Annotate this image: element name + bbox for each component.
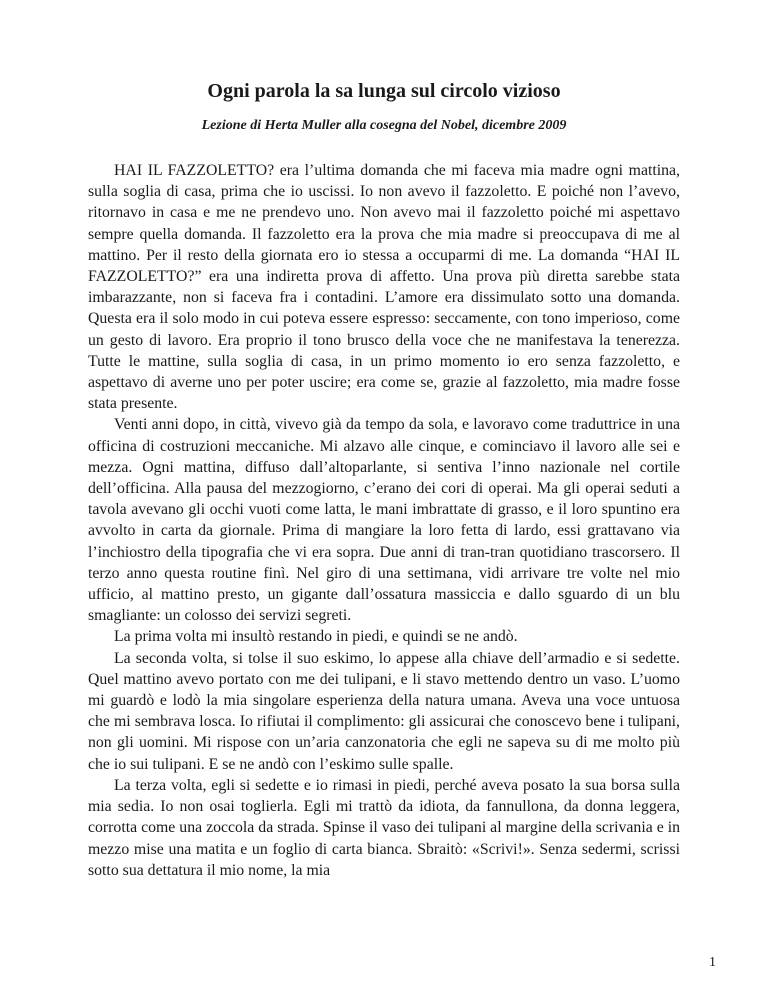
body-text: [88, 160, 680, 881]
paragraph: Venti anni dopo, in città, vivevo già da tempo da sola, e lavoravo come traduttrice in una officina di costruzioni meccaniche. Mi alzavo alle cinque, e cominciavo il lavoro alle sei e mezza. Ogni mattina, diffuso dall’altoparlante, si sentiva l’inno nazionale nel cortile dell’officina. Alla pausa del mezzogiorno, c’erano dei cori di operai. Ma gli operai seduti a tavola avevano gli occhi vuoti come latta, le mani imbrattate di grasso, e il loro spuntino era avvolto in carta da giornale. Prima di mangiare la loro fetta di lardo, essi grattavano via l’inchiostro della tipografia che vi era sopra. Due anni di tran-tran quotidiano trascorsero. Il terzo anno questa routine finì. Nel giro di una settimana, vidi arrivare tre volte nel mio ufficio, al mattino presto, un gigante dall’ossatura massiccia e dallo sguardo di un blu smagliante: un colosso dei servizi segreti.: [88, 416, 680, 625]
page-number: 1: [709, 955, 716, 970]
paragraph: La seconda volta, si tolse il suo eskimo, lo appese alla chiave dell’armadio e si sedette. Quel mattino avevo portato con me dei tulipani, e li stavo mettendo dentro un vaso. L’uomo mi guardò e lodò la mia singolare esperienza della natura umana. Aveva una voce untuosa che mi sembrava losca. Io rifiutai il complimento: gli assicurai che conoscevo bene i tulipani, non gli uomini. Mi rispose con un’aria canzonatoria che egli ne sapeva su di me molto più che io sui tulipani. E se ne andò con l’eskimo sulle spalle.: [88, 649, 680, 773]
paragraph: La terza volta, egli si sedette e io rimasi in piedi, perché aveva posato la sua borsa sulla mia sedia. Io non osai toglierla. Egli mi trattò da idiota, da fannullona, da donna leggera, corrotta come una zoccola da strada. Spinse il vaso dei tulipani al margine della scrivania e in mezzo mise una matita e un foglio di carta bianca. Sbraitò: «Scrivi!». Senza sedermi, scrissi sotto sua dettatura il mio nome, la mia: [88, 776, 680, 879]
paragraph: La prima volta mi insultò restando in piedi, e quindi se ne andò.: [114, 628, 518, 646]
paragraph: HAI IL FAZZOLETTO? era l’ultima domanda che mi faceva mia madre ogni mattina, sulla soglia di casa, prima che io uscissi. Io non avevo il fazzoletto. E poiché non l’avevo, ritornavo in casa e me ne prendevo uno. Non avevo mai il fazzoletto poiché mi aspettavo sempre quella domanda. Il fazzoletto era la prova che mia madre si preoccupava di me al mattino. Per il resto della giornata ero io stessa a occuparmi di me. La domanda “HAI IL FAZZOLETTO?” era una indiretta prova di affetto. Una prova più diretta sarebbe stata imbarazzante, non si faceva fra i contadini. L’amore era dissimulato sotto una domanda. Questa era il solo modo in cui poteva essere espresso: seccamente, con tono imperioso, come un gesto di lavoro. Era proprio il tono brusco della voce che ne manifestava la tenerezza. Tutte le mattine, sulla soglia di casa, in un primo momento io ero senza fazzoletto, e aspettavo di averne uno per poter uscire; era come se, grazie al fazzoletto, mia madre fosse stata presente.: [88, 162, 680, 413]
document-title: Ogni parola la sa lunga sul circolo vizioso: [207, 80, 561, 102]
document-subtitle: Lezione di Herta Muller alla cosegna del Nobel, dicembre 2009: [201, 118, 567, 133]
